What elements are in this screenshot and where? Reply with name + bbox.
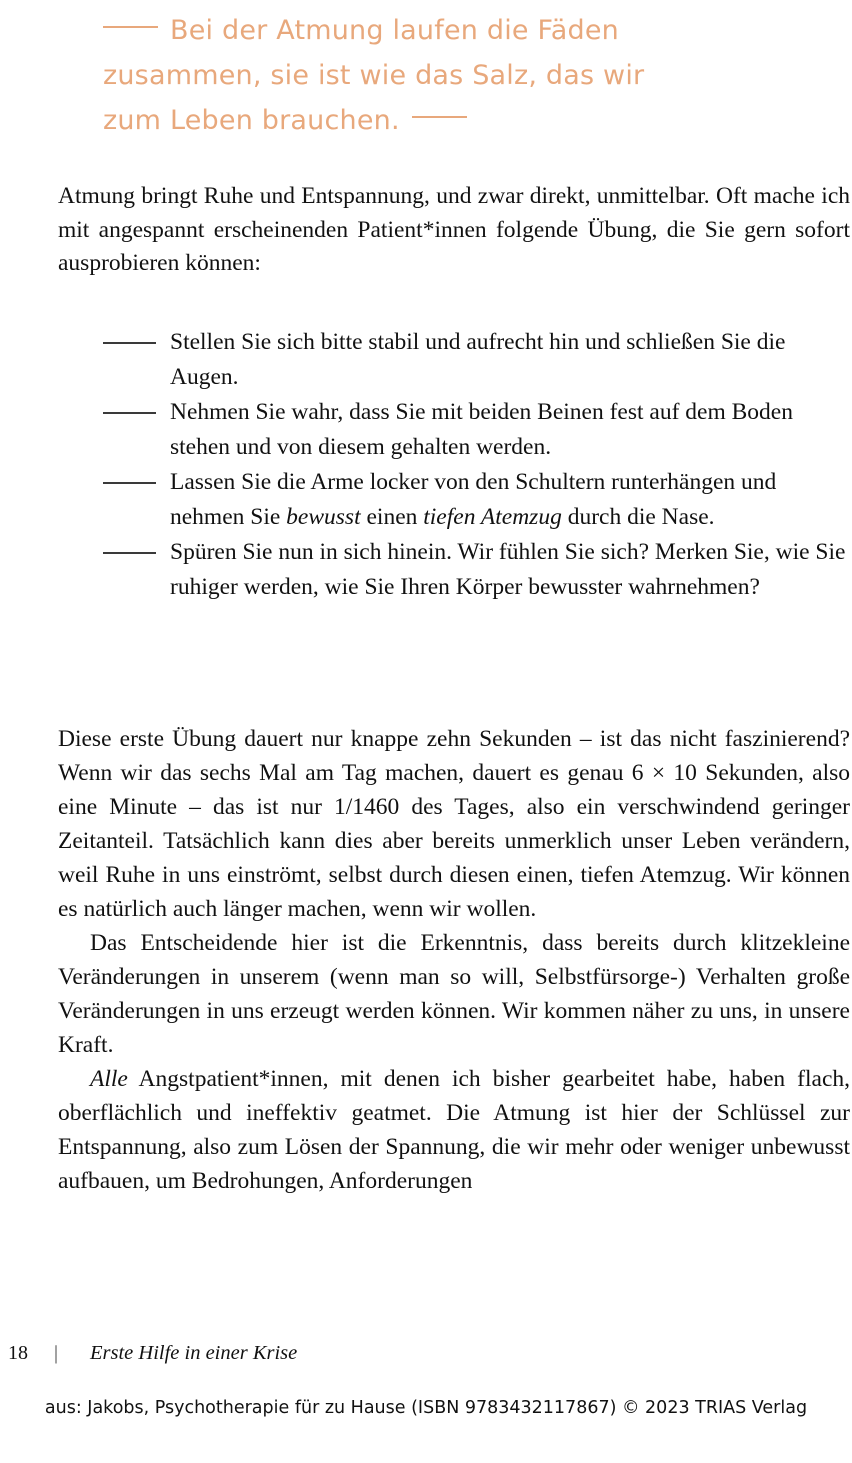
dash-rule-icon — [103, 482, 156, 484]
list-item-text — [170, 395, 851, 465]
pull-quote-text-3: zum Leben brauchen. — [103, 105, 400, 136]
list-item — [103, 465, 851, 535]
list-item-emphasis-1: bewusst — [286, 504, 361, 530]
running-head: Erste Hilfe in einer Krise — [90, 1342, 298, 1364]
list-item-text-part: Lassen Sie die Arme locker von den Schultern runterhängen und nehmen Sie — [170, 469, 777, 530]
list-item — [103, 395, 851, 465]
list-item — [103, 325, 851, 395]
dash-rule-icon — [103, 552, 156, 554]
list-item-text-part: Nehmen Sie wahr, dass Sie mit beiden Beinen fest auf dem Boden stehen und von diesem gehalten werden. — [170, 399, 793, 460]
list-item-text — [170, 465, 851, 535]
pull-quote — [103, 8, 803, 143]
pull-quote-line-3 — [103, 98, 803, 143]
body-paragraph-3-emphasis: Alle — [90, 1066, 128, 1092]
list-item — [103, 535, 851, 605]
source-credit-line: aus: Jakobs, Psychotherapie für zu Hause (ISBN 9783432117867) © 2023 TRIAS Verlag — [44, 1398, 808, 1418]
exercise-list — [103, 325, 851, 605]
dash-rule-icon — [103, 342, 156, 344]
list-item-text-part: Spüren Sie nun in sich hinein. Wir fühlen Sie sich? Merken Sie, wie Sie ruhiger werden, wie Sie Ihren Körper bewusster wahrnehmen? — [170, 539, 846, 600]
quote-leading-rule-icon — [103, 26, 158, 28]
list-item-text-end: durch die Nase. — [561, 504, 715, 530]
pull-quote-line-2 — [103, 53, 803, 98]
list-item-text — [170, 325, 851, 395]
list-item-emphasis-2: tiefen Atemzug — [423, 504, 562, 530]
pull-quote-text-2: zusammen, sie ist wie das Salz, das wir — [103, 60, 645, 91]
main-text-block — [58, 722, 850, 1198]
intro-paragraph-block — [58, 180, 850, 281]
page-footer — [8, 1342, 608, 1365]
body-paragraph-2: Das Entscheidende hier ist die Erkenntnis, dass bereits durch klitzekleine Veränderungen in unserem (wenn man so will, Selbstfürsorge-) Verhalten große Veränderungen in uns erzeugt werden können. Wir kommen näher zu uns, in unsere Kraft. — [58, 930, 850, 1058]
body-paragraph-3 — [58, 1062, 850, 1198]
footer-separator: | — [54, 1342, 59, 1364]
body-paragraph-3-rest: Angstpatient*innen, mit denen ich bisher gearbeitet habe, haben flach, oberflächlich und ineffektiv geatmet. Die Atmung ist hier der Schlüssel zur Entspannung, also zum Lösen der Spannung, die wir mehr oder weniger unbewusst aufbauen, um Bedrohungen, Anforderungen — [58, 1066, 850, 1194]
pull-quote-line-1 — [103, 8, 803, 53]
list-item-text — [170, 535, 851, 605]
dash-rule-icon — [103, 412, 156, 414]
list-item-text-mid: einen — [360, 504, 424, 530]
intro-paragraph: Atmung bringt Ruhe und Entspannung, und zwar direkt, unmittelbar. Oft mache ich mit angespannt erscheinenden Patient*innen folgende Übung, die Sie gern sofort ausprobieren können: — [58, 183, 850, 276]
body-paragraph-1: Diese erste Übung dauert nur knappe zehn Sekunden – ist das nicht faszinierend? Wenn wir das sechs Mal am Tag machen, dauert es genau 6 × 10 Sekunden, also eine Minute – das ist nur 1/1460 des Tages, also ein verschwindend geringer Zeitanteil. Tatsächlich kann dies aber bereits unmerklich unser Leben verändern, weil Ruhe in uns einströmt, selbst durch diesen einen, tiefen Atemzug. Wir können es natürlich auch länger machen, wenn wir wollen. — [58, 726, 850, 922]
quote-trailing-rule-icon — [412, 116, 467, 118]
pull-quote-text-1: Bei der Atmung laufen die Fäden — [170, 15, 619, 46]
page-number: 18 — [8, 1342, 28, 1364]
list-item-text-part: Stellen Sie sich bitte stabil und aufrecht hin und schließen Sie die Augen. — [170, 329, 786, 390]
